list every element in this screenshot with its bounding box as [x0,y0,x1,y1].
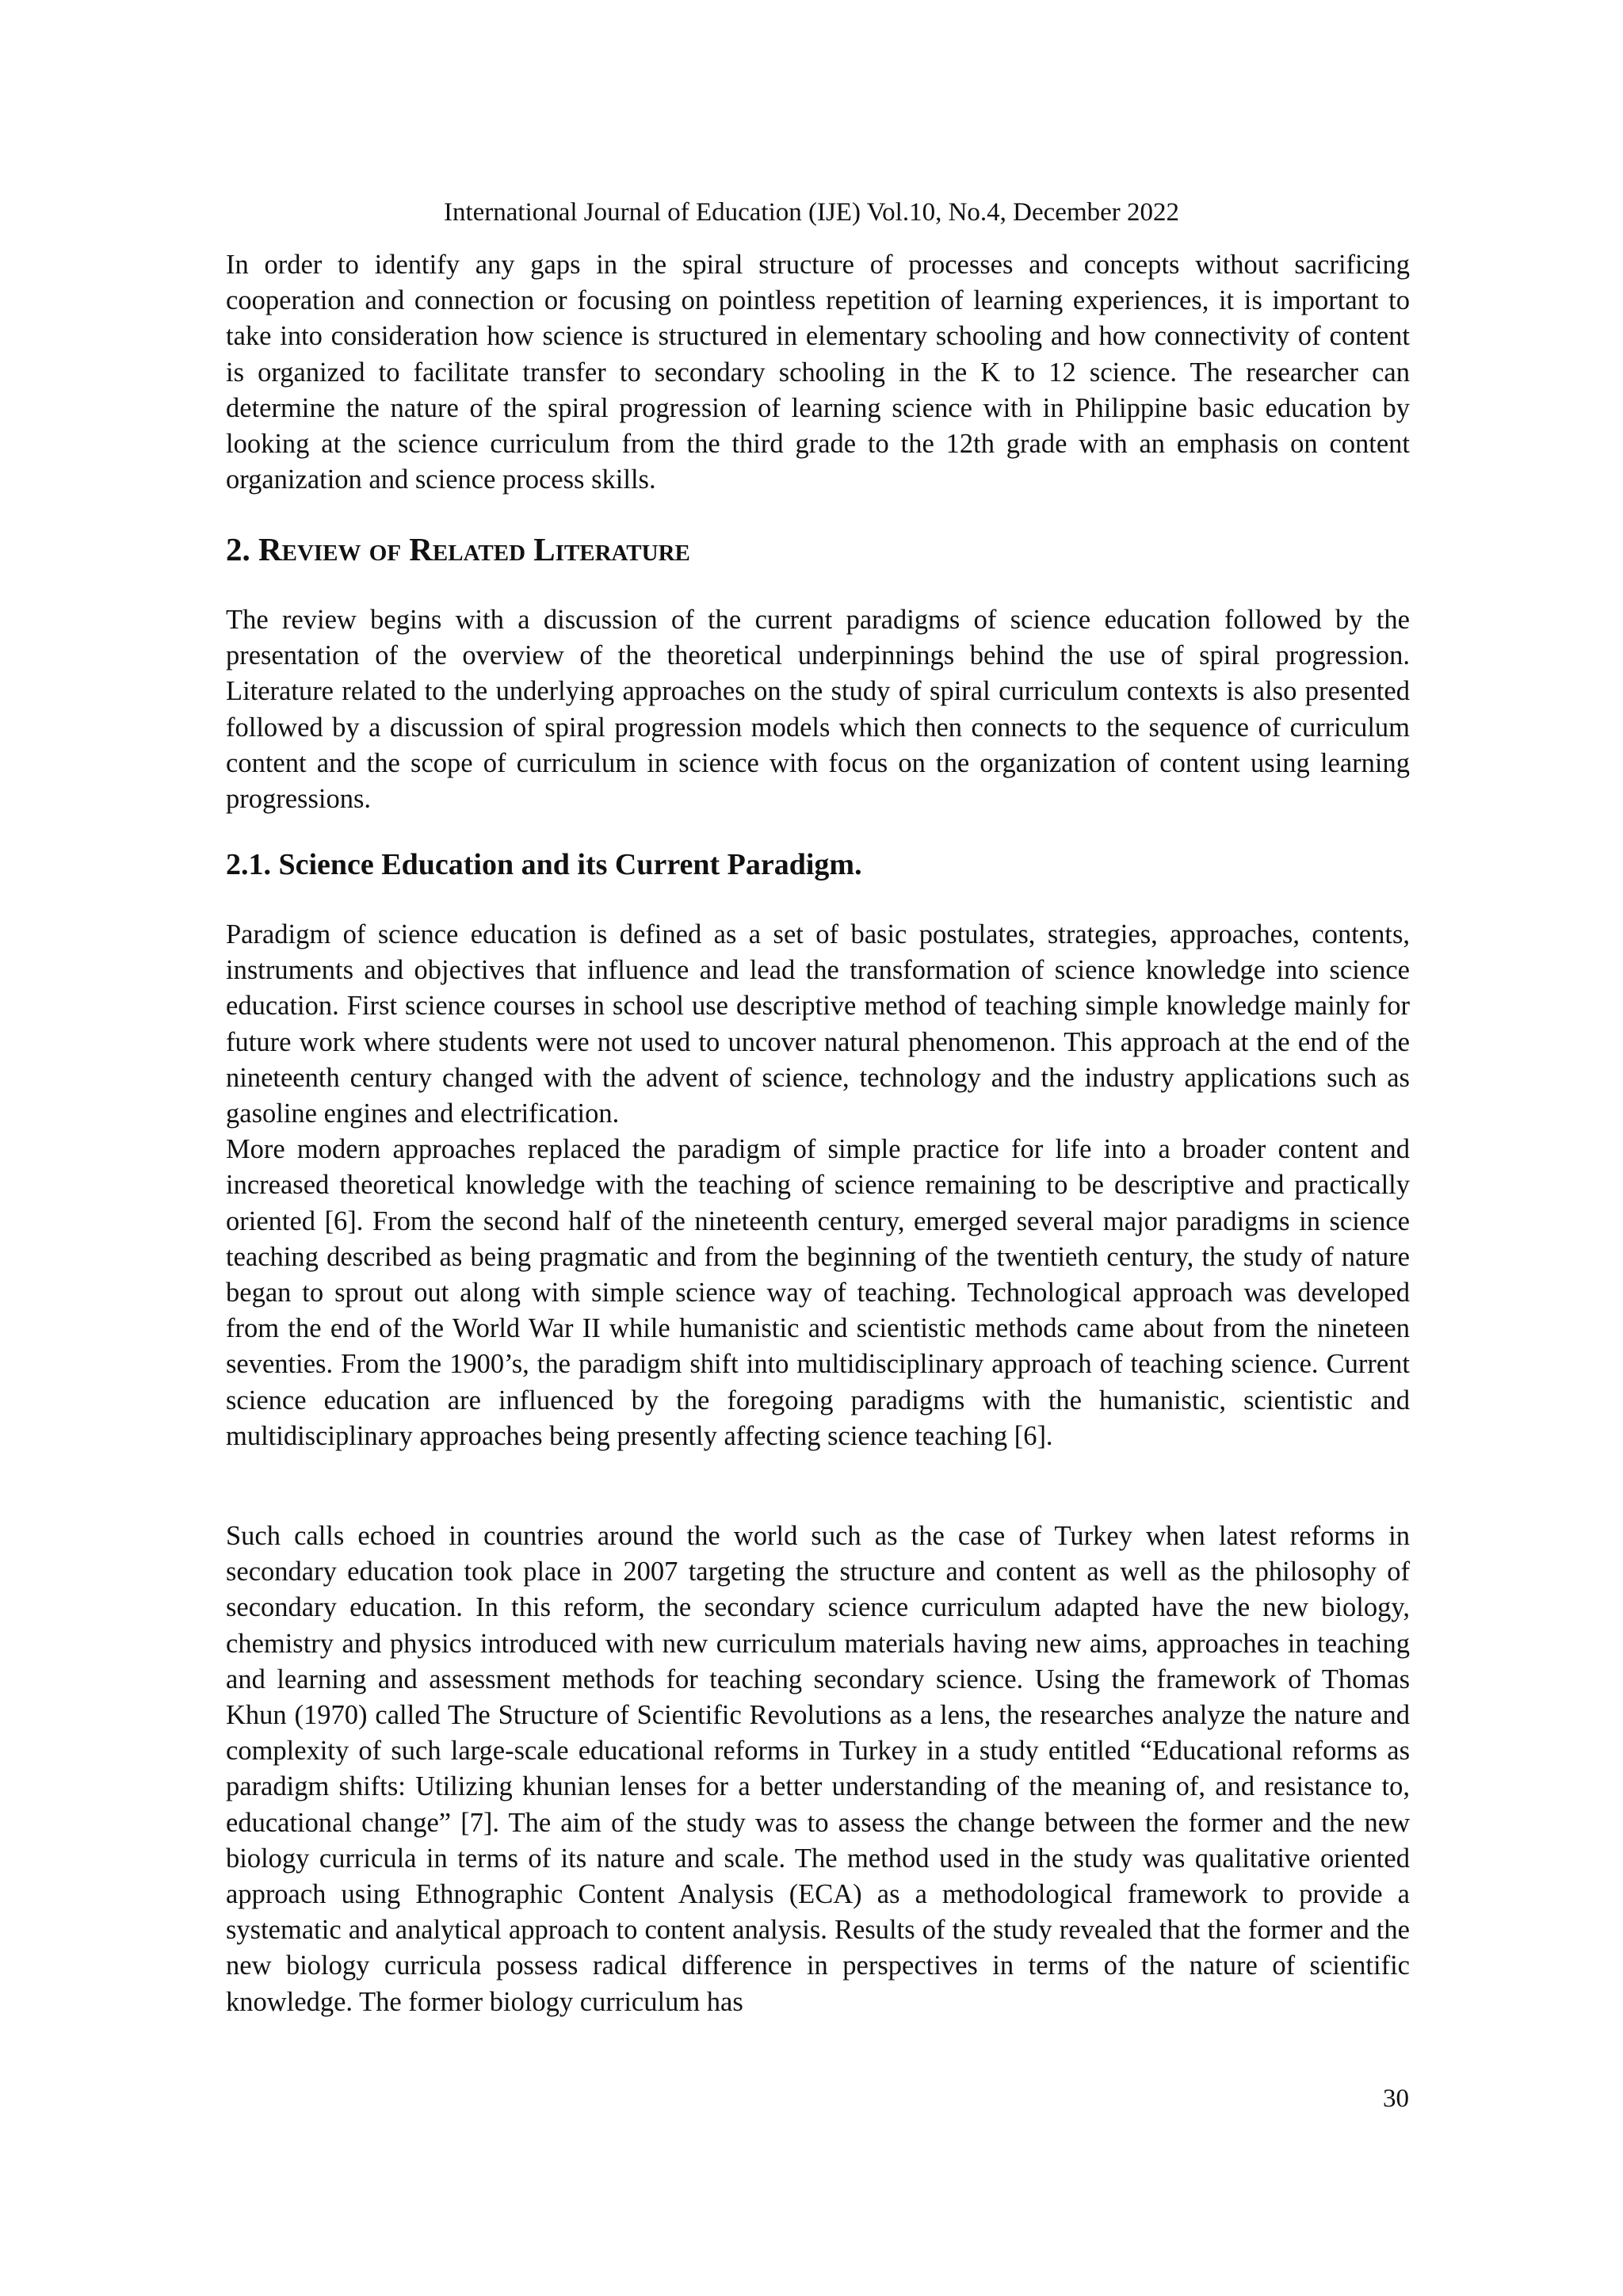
running-header: International Journal of Education (IJE) Vol.10, No.4, December 2022 [443,198,1180,227]
subsection-heading: 2.1. Science Education and its Current Paradigm. [226,848,862,881]
section-heading: 2. Review of Related Literature [226,531,690,567]
section-2-1-turkey-block [226,1519,1410,2020]
intro-block [226,247,1410,498]
section-2-1-heading-block [226,846,1410,883]
section-2-block [226,529,1410,569]
paragraph-paradigm-definition: Paradigm of science education is defined as a set of basic postulates, strategies, approaches, contents, instruments and objectives that influence and lead the transformation of science knowledge into science education. First science courses in school use descriptive method of teaching simple knowledge mainly for future work where students were not used to uncover natural phenomenon. This approach at the end of the nineteenth century changed with the advent of science, technology and the industry applications such as gasoline engines and electrification. [226,919,1410,1129]
paragraph-modern-approaches: More modern approaches replaced the paradigm of simple practice for life into a broader content and increased theoretical knowledge with the teaching of science remaining to be descriptive and practically oriented [6]. From the second half of the nineteenth century, emerged several major paradigms in science teaching described as being pragmatic and from the beginning of the twentieth century, the study of nature began to sprout out along with simple science way of teaching. Technological approach was developed from the end of the World War II while humanistic and scientistic methods came about from the nineteen seventies. From the 1900’s, the paradigm shift into multidisciplinary approach of teaching science. Current science education are influenced by the foregoing paradigms with the humanistic, scientistic and multidisciplinary approaches being presently affecting science teaching [6]. [226,1134,1410,1451]
page-number: 30 [1383,2084,1409,2113]
section-2-text-block [226,602,1410,817]
section-2-paragraph: The review begins with a discussion of the current paradigms of science education followed by the presentation of the overview of the theoretical underpinnings behind the use of spiral progression. Literature related to the underlying approaches on the study of spiral curriculum contexts is also presented followed by a discussion of spiral progression models which then connects to the sequence of curriculum content and the scope of curriculum in science with focus on the organization of content using learning progressions. [226,605,1410,815]
paragraph-turkey-reforms: Such calls echoed in countries around the world such as the case of Turkey when latest reforms in secondary education took place in 2007 targeting the structure and content as well as the philosophy of secondary education. In this reform, the secondary science curriculum adapted have the new biology, chemistry and physics introduced with new curriculum materials having new aims, approaches in teaching and learning and assessment methods for teaching secondary science. Using the framework of Thomas Khun (1970) called The Structure of Scientific Revolutions as a lens, the researches analyze the nature and complexity of such large-scale educational reforms in Turkey in a study entitled “Educational reforms as paradigm shifts: Utilizing khunian lenses for a better understanding of the meaning of, and resistance to, educational change” [7]. The aim of the study was to assess the change between the former and the new biology curricula in terms of its nature and scale. The method used in the study was qualitative oriented approach using Ethnographic Content Analysis (ECA) as a methodological framework to provide a systematic and analytical approach to content analysis. Results of the study revealed that the former and the new biology curricula possess radical difference in perspectives in terms of the nature of scientific knowledge. The former biology curriculum has [226,1521,1410,2017]
section-2-1-text-block [226,917,1410,1454]
intro-paragraph: In order to identify any gaps in the spiral structure of processes and concepts without sacrificing cooperation and connection or focusing on pointless repetition of learning experiences, it is important to take into consideration how science is structured in elementary schooling and how connectivity of content is organized to facilitate transfer to secondary schooling in the K to 12 science. The researcher can determine the nature of the spiral progression of learning science with in Philippine basic education by looking at the science curriculum from the third grade to the 12th grade with an emphasis on content organization and science process skills. [226,250,1410,495]
